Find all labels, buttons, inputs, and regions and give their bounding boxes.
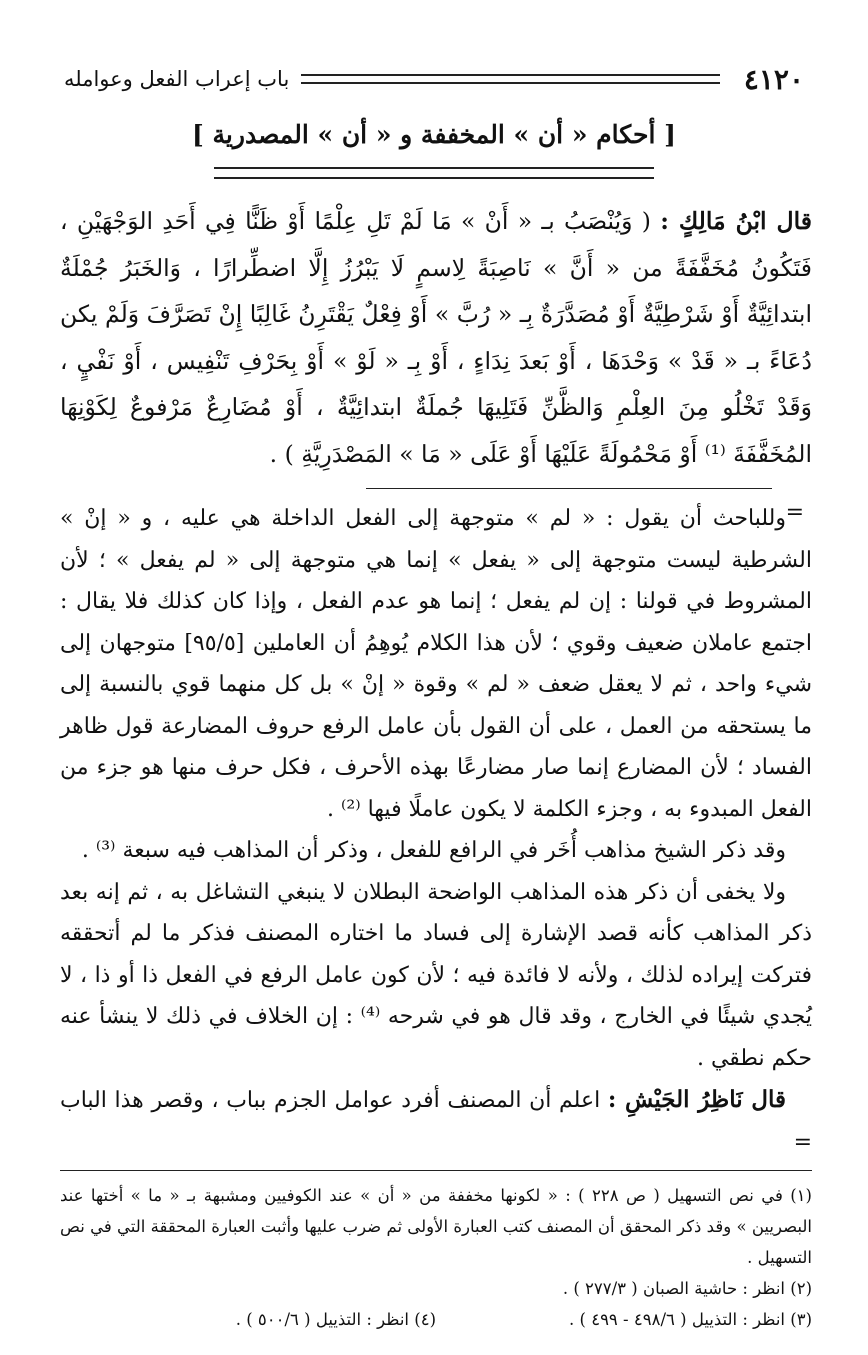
commentary-paragraph: وقد ذكر الشيخ مذاهب أُخَر في الرافع للفعل ، وذكر أن المذاهب فيه سبعة ⁽³⁾ . — [81, 838, 786, 863]
footnote-row — [60, 1273, 812, 1304]
commentary-last-text: اعلم أن المصنف أفرد عوامل الجزم بباب ، وقصر هذا الباب = — [60, 1088, 812, 1155]
footnote-row — [60, 1304, 812, 1335]
commentary-paragraph: ولا يخفى أن ذكر هذه المذاهب الواضحة البطلان لا ينبغي التشاغل به ، ثم إنه بعد ذكر المذاهب كأنه قصد الإشارة إلى فساد ما اختاره المصنف فذكر ما لم أتحققه فتركت إيراده لذلك ، ولأنه لا فائدة فيه ؛ لأن كون عامل الرفع في الفعل ذا أو ذا ، لا يُجدي شيئًا في الخارج ، وقد قال هو في شرحه ⁽⁴⁾ : إن الخلاف في ذلك لا ينشأ عنه حكم نطقي . — [60, 879, 812, 1071]
footnote-rule — [60, 1170, 812, 1171]
page-number: ٤١٢٠ — [743, 62, 804, 96]
header-double-rule — [301, 74, 720, 84]
footnote-2: (٢) انظر : حاشية الصبان ( ٢٧٧/٣ ) . — [562, 1279, 812, 1298]
heading-double-rule — [214, 167, 654, 179]
commentary — [60, 498, 812, 1163]
section-heading: [ أحكام « أن » المخففة و « أن » المصدرية ] — [192, 120, 676, 149]
footnote-3: (٣) انظر : التذييل ( ٤٩٨/٦ - ٤٩٩ ) . — [569, 1310, 812, 1329]
footnote-4: (٤) انظر : التذييل ( ٥٠٠/٦ ) . — [235, 1310, 436, 1329]
commentary-paragraph-last — [60, 1079, 812, 1163]
commentary-paragraph: وللباحث أن يقول : « لم » متوجهة إلى الفعل الداخلة هي عليه ، و « إنْ » الشرطية ليست متوجهة إلى « يفعل » إنما هي متوجهة إلى « لم يفعل » ؛ لأن المشروط في قولنا : إن لم يفعل ؛ إنما هو عدم الفعل ، وإذا كان كذلك فلا يقال : اجتمع عاملان ضعيف وقوي ؛ لأن هذا الكلام يُوهِمُ أن العاملين [٩٥/٥] متوجهان إلى شيء واحد ، ثم لا يعقل ضعف « لم » وقوة « إنْ » بل كل منهما قوي بالنسبة إلى ما يستحقه من العمل ، على أن القول بأن عامل الرفع حروف المضارعة قول ظاهر الفساد ؛ لأن المضارع إنما صار مضارعًا بهذه الأحرف ، فكل حرف منها هو جزء من الفعل المبدوء به ، وجزء الكلمة لا يكون عاملًا فيها ⁽²⁾ . — [60, 506, 813, 822]
commentary-speaker: قال نَاظِرُ الجَيْشِ : — [607, 1086, 787, 1113]
footnotes — [60, 1180, 812, 1335]
continuation-mark: = — [785, 500, 804, 525]
matn-divider — [366, 488, 772, 489]
matn-speaker: قال ابْنُ مَالِكٍ : — [660, 207, 812, 235]
chapter-title: باب إعراب الفعل وعوامله — [64, 67, 290, 91]
matn-text: ( وَيُنْصَبُ بـ « أَنْ » مَا لَمْ تَلِ عِلْمًا أَوْ ظَنًّا فِي أَحَدِ الوَجْهَيْنِ ، فَتَكُونُ مُخَفَّفَةً من « أَنَّ » نَاصِبَةً لِاسمٍ لَا يَبْرُزُ إِلَّا اضطِّرارًا ، وَالخَبَرُ جُمْلَةٌ ابتدائِيَّةٌ أَوْ شَرْطِيَّةٌ أَوْ مُصَدَّرَةٌ بِـ « رُبَّ » أَوْ فِعْلٌ يَقْتَرِنُ غَالِبًا إِنْ تَصَرَّفَ وَلَمْ يكن دُعَاءً بـ « قَدْ » وَحْدَهَا ، أَوْ بَعدَ نِدَاءٍ ، أَوْ بِـ « لَوْ » أَوْ بِحَرْفِ تَنْفِيس ، أَوْ نَفْيٍ ، وَقَدْ تَخْلُو مِنَ العِلْمِ وَالظَّنِّ فَتَلِيهَا جُملَةٌ ابتدائِيَّةٌ ، أَوْ مُضَارِعٌ مَرْفوعٌ لِكَوْنِهَا المُخَفَّفَةَ ⁽¹⁾ أَوْ مَحْمُولَةً عَلَيْهَا أَوْ عَلَى « مَا » المَصْدَرِيَّةِ ) . — [60, 207, 812, 468]
running-header — [64, 62, 804, 96]
footnote-1: (١) في نص التسهيل ( ص ٢٢٨ ) : « لكونها مخففة من « أن » عند الكوفيين ومشبهة بـ « ما » أختها عند البصريين » وقد ذكر المحقق أن المصنف كتب العبارة الأولى ثم ضرب عليها وأثبت العبارة المحققة التي في نص التسهيل . — [60, 1186, 812, 1267]
matn-quote — [60, 198, 812, 477]
